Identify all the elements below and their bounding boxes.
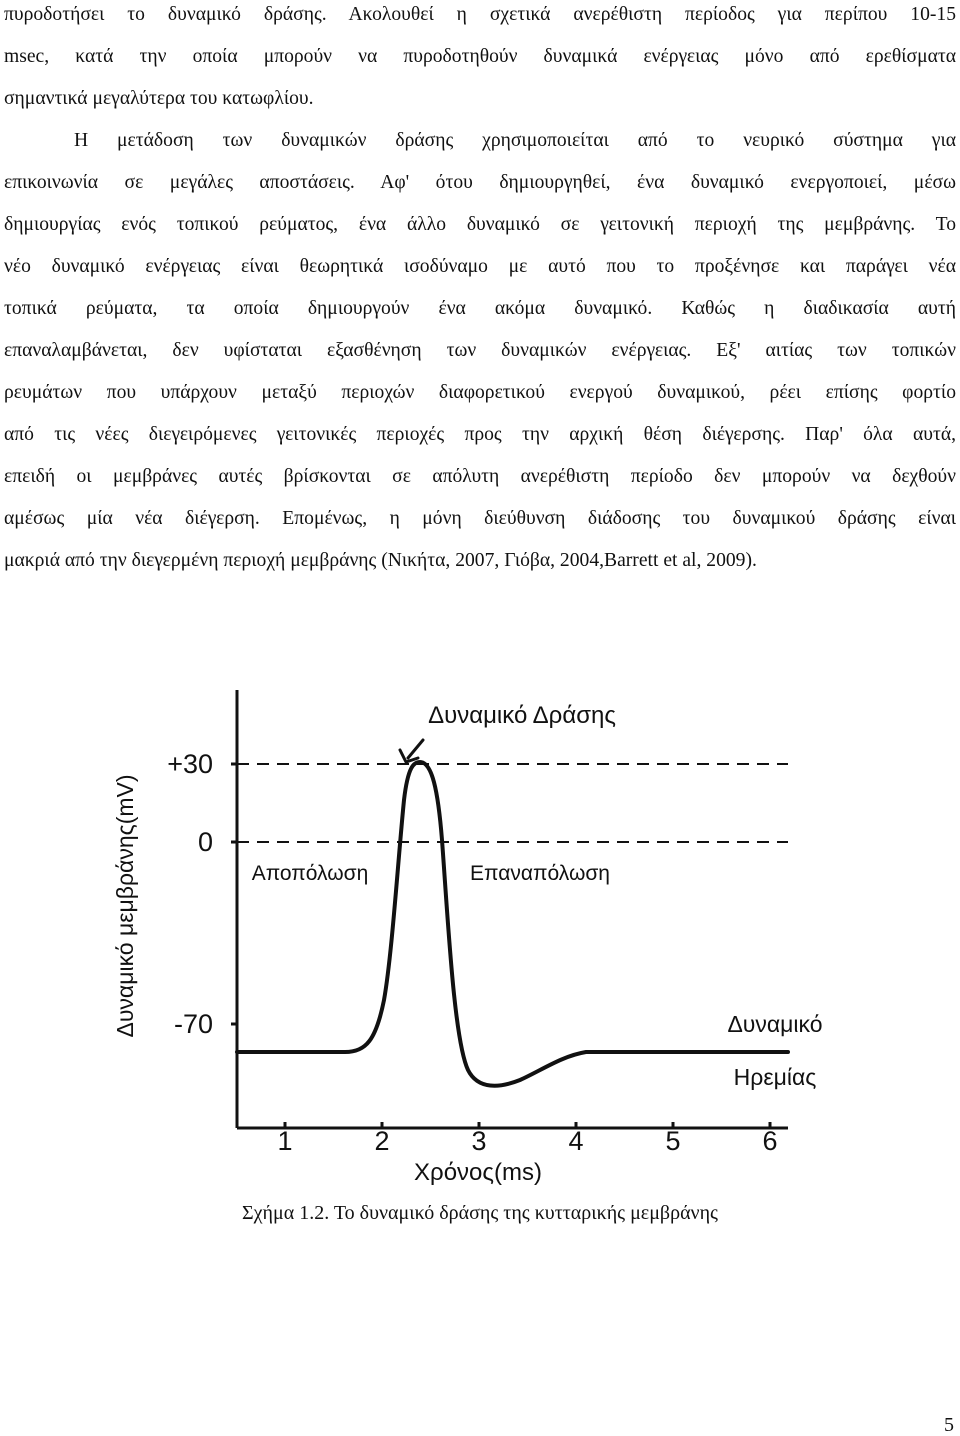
figure-caption: Σχήμα 1.2. Το δυναμικό δράσης της κυτταρικής μεμβράνης — [242, 1202, 718, 1224]
text-line: αμέσως μία νέα διέγερση. Επομένως, η μόνη διεύθυνση διάδοσης του δυναμικού δράσης είναι — [4, 508, 956, 529]
resting-label-line2: Ηρεμίας — [733, 1064, 817, 1090]
text-line: msec, κατά την οποία μπορούν να πυροδοτηθούν δυναμικά ενέργειας μόνο από ερεθίσματα — [4, 46, 956, 67]
repolarization-label: Επαναπόλωση — [470, 862, 610, 885]
x-tick-label: 5 — [665, 1126, 681, 1156]
text-line: ρευμάτων που υπάρχουν μεταξύ περιοχών διαφορετικού ενεργού δυναμικού, ρέει επίσης φορτίο — [4, 382, 956, 403]
x-tick-label: 6 — [762, 1126, 778, 1156]
text-line: μακριά από την διεγερμένη περιοχή μεμβράνης (Νικήτα, 2007, Γιόβα, 2004,Barrett et al, 2009). — [4, 550, 757, 571]
text-line: από τις νέες διεγειρόμενες γειτονικές περιοχές προς την αρχική θέση διέγερσης. Παρ' όλα αυτά, — [4, 424, 956, 445]
resting-label-line1: Δυναμικό — [727, 1011, 823, 1037]
text-line: τοπικά ρεύματα, τα οποία δημιουργούν ένα ακόμα δυναμικό. Καθώς η διαδικασία αυτή — [4, 298, 956, 319]
y-axis-label: Δυναμικό μεμβράνης(mV) — [112, 774, 138, 1038]
x-tick-label: 4 — [568, 1126, 584, 1156]
depolarization-label: Αποπόλωση — [251, 862, 369, 885]
y-axis-ticks — [167, 749, 237, 1039]
text-line: επαναλαμβάνεται, δεν υφίσταται εξασθένηση των δυναμικών ενέργειας. Εξ' αιτίας των τοπικών — [4, 340, 956, 361]
y-tick-label: +30 — [167, 749, 213, 779]
peak-label: Δυναμικό Δράσης — [428, 702, 616, 729]
x-tick-label: 2 — [374, 1126, 390, 1156]
page-number: 5 — [944, 1414, 954, 1436]
text-line: νέο δυναμικό ενέργειας είναι θεωρητικά ισοδύναμο με αυτό που το προξένησε και παράγει νέα — [4, 256, 956, 277]
x-tick-label: 3 — [471, 1126, 487, 1156]
text-line: δημιουργίας ενός τοπικού ρεύματος, ένα άλλο δυναμικό σε γειτονική περιοχή της μεμβράνης. Το — [4, 214, 956, 235]
y-tick-label: 0 — [197, 827, 213, 857]
y-tick-label: -70 — [173, 1009, 213, 1039]
x-axis-label: Χρόνος(ms) — [414, 1159, 542, 1186]
text-line: Η μετάδοση των δυναμικών δράσης χρησιμοποιείται από το νευρικό σύστημα για — [74, 130, 956, 151]
arrow-icon — [400, 740, 423, 762]
action-potential-curve — [237, 762, 788, 1086]
text-line: πυροδοτήσει το δυναμικό δράσης. Ακολουθεί η σχετικά ανερέθιστη περίοδος για περίπου 10-15 — [4, 4, 956, 25]
text-line: σημαντικά μεγαλύτερα του κατωφλίου. — [4, 88, 314, 109]
x-tick-label: 1 — [277, 1126, 293, 1156]
text-line: επειδή οι μεμβράνες αυτές βρίσκονται σε απόλυτη ανερέθιστη περίοδο δεν μπορούν να δεχθούν — [4, 466, 956, 487]
text-line: επικοινωνία σε μεγάλες αποστάσεις. Αφ' ότου δημιουργηθεί, ένα δυναμικό ενεργοποιεί, μέσω — [4, 172, 956, 193]
action-potential-figure — [96, 684, 823, 1194]
